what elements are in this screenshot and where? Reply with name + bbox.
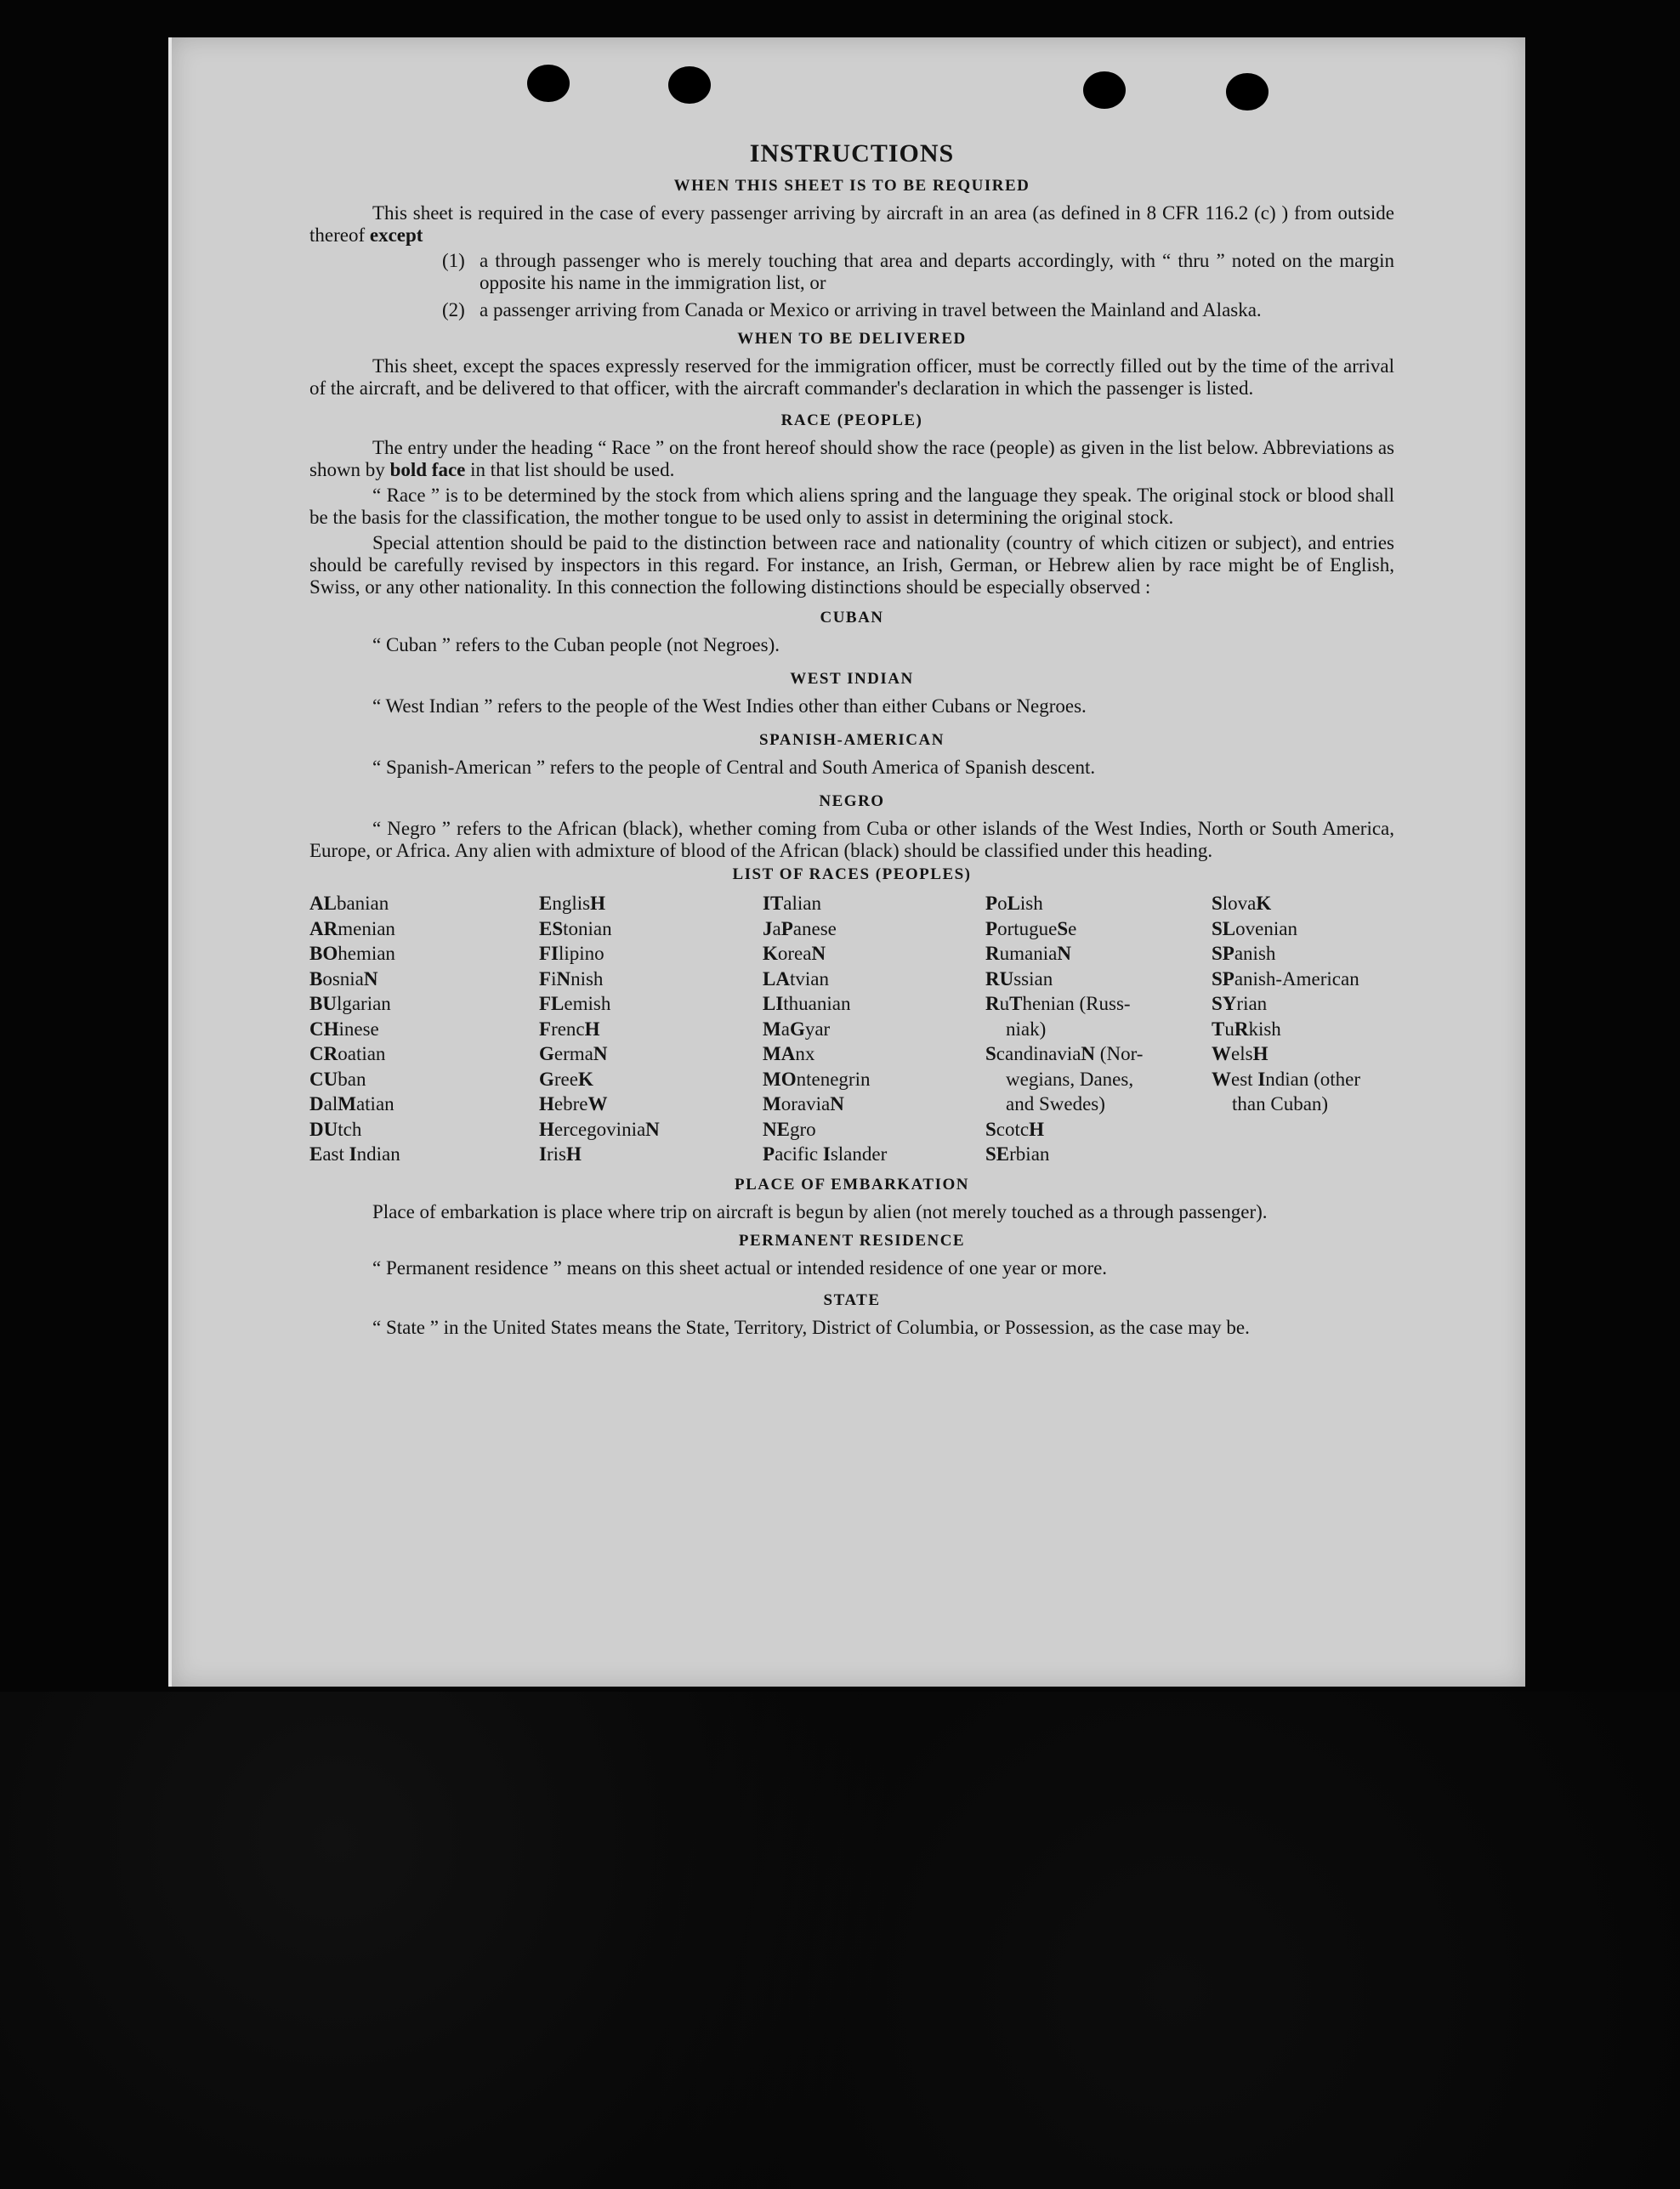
race-abbreviation: F <box>539 1018 552 1040</box>
race-text: ndian (other <box>1265 1068 1361 1090</box>
race-abbreviation: N <box>1057 943 1071 964</box>
race-abbreviation: P <box>985 893 998 914</box>
race-abbreviation: N <box>593 1043 608 1064</box>
when-delivered-text: This sheet, except the spaces expressly reserved for the immigration officer, must be correctly filled out by the time of the arrival of the aircraft, and be delivered to that officer, with the aircraft commander's declaration in which the passenger is listed. <box>309 355 1394 399</box>
race-abbreviation: MA <box>763 1043 796 1064</box>
exception-item-number: (2) <box>442 299 465 320</box>
race-text: candinavia <box>996 1043 1081 1064</box>
race-entry <box>763 1067 985 1092</box>
exception-item-number: (1) <box>442 250 465 271</box>
race-abbreviation: G <box>539 1068 554 1090</box>
heading-state: STATE <box>823 1290 881 1309</box>
race-text: ish <box>1019 893 1043 914</box>
race-text: yar <box>804 1018 831 1040</box>
race-entry <box>539 941 763 967</box>
race-entry <box>763 1017 985 1042</box>
races-column <box>985 891 1212 1167</box>
race-text: tonian <box>563 917 612 939</box>
race-abbreviation: SP <box>1212 967 1234 990</box>
race-entry <box>309 967 539 992</box>
race-entry <box>985 991 1212 1017</box>
race-abbreviation: H <box>1029 1118 1044 1140</box>
race-entry <box>985 1041 1212 1067</box>
race-abbreviation: K <box>1256 893 1272 914</box>
races-column <box>763 891 985 1167</box>
race-entry <box>539 967 763 992</box>
race-text: i <box>551 967 557 990</box>
race-text: nish <box>570 967 604 990</box>
race-abbreviation: T <box>1009 993 1023 1014</box>
punch-hole <box>668 66 711 104</box>
race-entry <box>539 1092 763 1117</box>
spanish-american-text: “ Spanish-American ” refers to the people of Central and South America of Spanish descent. <box>372 757 1096 778</box>
race-entry <box>985 1142 1212 1167</box>
race-abbreviation: P <box>780 917 793 939</box>
race-text: tvian <box>789 967 829 990</box>
race-entry <box>763 1117 985 1143</box>
punch-hole <box>1083 71 1126 109</box>
race-entry <box>985 941 1212 967</box>
race-text: u <box>999 993 1010 1014</box>
heading-race: RACE (PEOPLE) <box>780 411 923 429</box>
race-text: oatian <box>338 1043 386 1064</box>
exception-item <box>442 250 1394 294</box>
race-abbreviation: M <box>763 1093 781 1114</box>
race-entry <box>763 1041 985 1067</box>
race-entry <box>985 967 1212 992</box>
exception-list <box>309 250 1394 321</box>
race-text: ban <box>338 1068 366 1090</box>
race-abbreviation: K <box>577 1068 593 1090</box>
race-text: menian <box>338 917 395 939</box>
race-abbreviation: N <box>556 967 571 990</box>
race-paragraph-2: “ Race ” is to be determined by the stock from which aliens spring and the language they speak. The original stock or blood shall be the basis for the classification, the mother tongue to be used only to assist in determining the original stock. <box>309 485 1394 528</box>
race-entry <box>1212 1041 1394 1067</box>
race-entry <box>1212 941 1394 967</box>
race-abbreviation: R <box>985 993 1000 1014</box>
race-entry: wegians, Danes, <box>1006 1068 1134 1090</box>
race-entry <box>309 1092 539 1117</box>
race-text: rian <box>1236 993 1268 1014</box>
race-text: o <box>997 893 1007 914</box>
cuban-text: “ Cuban ” refers to the Cuban people (not Negroes). <box>372 634 780 655</box>
race-text: u <box>1224 1018 1234 1040</box>
negro-text: “ Negro ” refers to the African (black), whether coming from Cuba or other islands of the West Indies, North or South America, Europe, or Africa. Any alien with admixture of blood of the African (black) should be classified under this heading. <box>309 818 1394 861</box>
race-abbreviation: K <box>763 943 778 964</box>
race-text: e <box>1068 917 1077 939</box>
race-text: nglis <box>552 893 591 914</box>
race-abbreviation: R <box>1234 1018 1249 1040</box>
race-abbreviation: W <box>587 1093 608 1114</box>
race-entry: and Swedes) <box>1006 1093 1105 1114</box>
race-text: al <box>323 1093 338 1114</box>
race-abbreviation: H <box>565 1143 582 1165</box>
race-abbreviation: E <box>309 1143 323 1165</box>
race-entry <box>539 991 763 1017</box>
race-abbreviation: DU <box>309 1118 338 1140</box>
race-abbreviation: N <box>1081 1043 1096 1064</box>
race-abbreviation: M <box>338 1093 356 1114</box>
race-entry <box>309 1067 539 1092</box>
heading-embarkation: PLACE OF EMBARKATION <box>735 1175 969 1194</box>
race-abbreviation: SY <box>1212 993 1237 1014</box>
race-text: umania <box>999 943 1058 964</box>
race-abbreviation: LA <box>763 967 790 990</box>
race-entry <box>763 891 985 916</box>
race-abbreviation: N <box>363 967 378 990</box>
when-required-intro: This sheet is required in the case of every passenger arriving by aircraft in an area (as defined in 8 CFR 116.2 (c) ) from outside thereof except <box>309 202 1394 246</box>
race-entry <box>763 991 985 1017</box>
race-abbreviation: I <box>539 1143 547 1165</box>
page-title: INSTRUCTIONS <box>749 139 955 167</box>
race-abbreviation: I <box>349 1143 357 1165</box>
race-text: est <box>1231 1068 1258 1090</box>
race-abbreviation: P <box>985 917 998 939</box>
race-abbreviation: D <box>309 1093 324 1114</box>
race-abbreviation: H <box>584 1018 600 1040</box>
punch-hole <box>527 65 570 102</box>
race-text: lova <box>1222 893 1257 914</box>
race-text: a <box>772 917 781 939</box>
race-abbreviation: L <box>1007 893 1020 914</box>
race-entry <box>309 991 539 1017</box>
race-abbreviation: CR <box>309 1043 338 1064</box>
race-entry <box>539 1142 763 1167</box>
races-column <box>1212 891 1394 1167</box>
film-background <box>0 1692 1680 2189</box>
race-entry: niak) <box>1006 1018 1047 1040</box>
race-text: ast <box>322 1143 349 1165</box>
race-entry <box>763 1092 985 1117</box>
race-text: rbian <box>1009 1143 1050 1165</box>
heading-races-list: LIST OF RACES (PEOPLES) <box>732 865 972 883</box>
race-abbreviation: AR <box>309 917 338 939</box>
race-abbreviation: N <box>811 943 826 964</box>
race-text: anish <box>1234 943 1276 964</box>
race-entry <box>539 1067 763 1092</box>
race-text: ree <box>553 1068 578 1090</box>
race-entry <box>309 1041 539 1067</box>
race-abbreviation: I <box>1257 1068 1266 1090</box>
race-text: ssian <box>1013 967 1053 990</box>
race-text: lgarian <box>336 993 391 1014</box>
race-abbreviation: E <box>539 893 553 914</box>
heading-when-delivered: WHEN TO BE DELIVERED <box>737 330 967 348</box>
race-text: erma <box>553 1043 593 1064</box>
race-text: anish-American <box>1234 967 1359 990</box>
race-abbreviation: P <box>763 1143 775 1165</box>
race-abbreviation: S <box>985 1118 996 1140</box>
race-abbreviation: T <box>1212 1018 1225 1040</box>
race-abbreviation: FI <box>539 943 559 964</box>
race-abbreviation: BU <box>309 993 337 1014</box>
race-text: thuanian <box>783 993 851 1014</box>
race-entry <box>1212 967 1394 992</box>
race-abbreviation: H <box>1252 1043 1269 1064</box>
race-abbreviation: RU <box>985 967 1014 990</box>
race-abbreviation: BO <box>309 943 338 964</box>
race-text: oravia <box>780 1093 831 1114</box>
heading-when-required: WHEN THIS SHEET IS TO BE REQUIRED <box>673 177 1030 195</box>
race-abbreviation: M <box>763 1018 781 1040</box>
race-text: acific <box>775 1143 823 1165</box>
race-text: ebre <box>553 1093 588 1114</box>
race-entry <box>1212 891 1394 916</box>
race-abbreviation: LI <box>763 993 784 1014</box>
race-abbreviation: MO <box>763 1068 797 1090</box>
embarkation-text: Place of embarkation is place where trip on aircraft is begun by alien (not merely touched as a through passenger). <box>372 1200 1268 1222</box>
heading-spanish-american: SPANISH-AMERICAN <box>759 731 945 749</box>
race-abbreviation: SP <box>1212 943 1234 964</box>
race-abbreviation: SL <box>1212 917 1236 939</box>
race-paragraph-1: The entry under the heading “ Race ” on the front hereof should show the race (people) as given in the list below. Abbreviations as shown by bold face in that list should be used. <box>309 437 1394 480</box>
race-entry <box>763 916 985 942</box>
race-abbreviation: S <box>1212 893 1223 914</box>
race-text: inese <box>338 1018 379 1040</box>
race-entry <box>309 1117 539 1143</box>
race-abbreviation: N <box>645 1118 660 1140</box>
race-abbreviation: W <box>1212 1068 1231 1090</box>
race-text: (Nor- <box>1095 1043 1144 1064</box>
race-abbreviation: R <box>985 943 1000 964</box>
race-entry <box>985 891 1212 916</box>
race-text: gro <box>789 1118 816 1140</box>
race-text: slander <box>830 1143 888 1165</box>
race-entry: than Cuban) <box>1232 1093 1329 1114</box>
state-text: “ State ” in the United States means the State, Territory, District of Columbia, or Possession, as the case may be. <box>372 1316 1250 1338</box>
race-abbreviation: G <box>539 1043 554 1064</box>
race-entry <box>539 1017 763 1042</box>
race-text: ndian <box>356 1143 400 1165</box>
race-text: a <box>780 1018 790 1040</box>
race-entry <box>539 1117 763 1143</box>
exception-item-text: a through passenger who is merely touching that area and departs accordingly, with “ thru ” noted on the margin opposite his name in the immigration list, or <box>480 250 1394 293</box>
race-entry <box>309 891 539 916</box>
race-text: ercegovinia <box>553 1118 646 1140</box>
race-abbreviation: N <box>830 1093 844 1114</box>
race-paragraph-3: Special attention should be paid to the distinction between race and nationality (country of which citizen or subject), and entries should be carefully revised by inspectors in this regard. For instance, an Irish, German, or Hebrew alien by race might be of English, Swiss, or any other nationality. In this connection the following distinctions should be especially observed : <box>309 532 1394 598</box>
race-text: lipino <box>559 943 604 964</box>
race-text: ris <box>546 1143 566 1165</box>
race-entry <box>539 891 763 916</box>
instructions-content <box>309 139 1394 1342</box>
race-text: hemian <box>338 943 395 964</box>
race-entry <box>985 1117 1212 1143</box>
race-text: nx <box>795 1043 815 1064</box>
race-text: osnia <box>322 967 364 990</box>
heading-residence: PERMANENT RESIDENCE <box>738 1231 966 1250</box>
race-entry <box>763 941 985 967</box>
races-column <box>539 891 763 1167</box>
race-entry <box>309 941 539 967</box>
race-entry <box>1212 916 1394 942</box>
race-abbreviation: H <box>539 1118 554 1140</box>
race-abbreviation: B <box>309 967 323 990</box>
race-abbreviation: I <box>822 1143 831 1165</box>
race-text: henian (Russ- <box>1022 993 1131 1014</box>
exception-item <box>442 299 1394 321</box>
west-indian-text: “ West Indian ” refers to the people of the West Indies other than either Cubans or Negroes. <box>372 695 1087 717</box>
race-entry <box>309 1017 539 1042</box>
residence-text: “ Permanent residence ” means on this sheet actual or intended residence of one year or more. <box>372 1256 1108 1279</box>
race-text: orea <box>777 943 812 964</box>
punch-hole <box>1226 73 1269 111</box>
race-abbreviation: S <box>985 1043 996 1064</box>
race-entry <box>1212 1067 1394 1092</box>
race-text: anese <box>792 917 837 939</box>
heading-negro: NEGRO <box>819 792 885 810</box>
race-entry <box>763 967 985 992</box>
race-text: ovenian <box>1235 917 1297 939</box>
race-abbreviation: W <box>1212 1043 1231 1064</box>
heading-west-indian: WEST INDIAN <box>790 670 914 688</box>
heading-cuban: CUBAN <box>820 609 884 627</box>
race-abbreviation: FL <box>539 993 565 1014</box>
race-abbreviation: CH <box>309 1018 339 1040</box>
race-entry <box>539 1041 763 1067</box>
race-text: kish <box>1248 1018 1281 1040</box>
race-text: emish <box>564 993 611 1014</box>
race-entry <box>985 916 1212 942</box>
race-abbreviation: CU <box>309 1068 338 1090</box>
race-text: ortugue <box>997 917 1058 939</box>
race-text: renc <box>551 1018 585 1040</box>
race-abbreviation: SE <box>985 1143 1010 1165</box>
race-text: tch <box>338 1118 362 1140</box>
race-entry <box>309 1142 539 1167</box>
race-entry <box>1212 991 1394 1017</box>
exception-item-text: a passenger arriving from Canada or Mexico or arriving in travel between the Mainland and Alaska. <box>480 299 1262 320</box>
race-text: banian <box>336 893 389 914</box>
race-text: alian <box>783 893 821 914</box>
race-abbreviation: AL <box>309 893 337 914</box>
races-table <box>309 891 1394 1167</box>
race-abbreviation: G <box>789 1018 805 1040</box>
race-abbreviation: F <box>539 967 552 990</box>
race-abbreviation: ES <box>539 917 564 939</box>
race-abbreviation: IT <box>763 893 784 914</box>
race-abbreviation: H <box>539 1093 554 1114</box>
race-text: atian <box>355 1093 394 1114</box>
race-entry <box>763 1142 985 1167</box>
race-abbreviation: J <box>763 917 773 939</box>
race-text: ntenegrin <box>796 1068 871 1090</box>
document-sheet <box>168 37 1525 1687</box>
race-abbreviation: S <box>1057 917 1069 939</box>
races-column <box>309 891 539 1167</box>
race-abbreviation: NE <box>763 1118 790 1140</box>
race-entry <box>1212 1017 1394 1042</box>
race-entry <box>309 916 539 942</box>
race-text: els <box>1231 1043 1253 1064</box>
race-entry <box>539 916 763 942</box>
race-text: cotc <box>996 1118 1030 1140</box>
race-abbreviation: H <box>590 893 605 914</box>
